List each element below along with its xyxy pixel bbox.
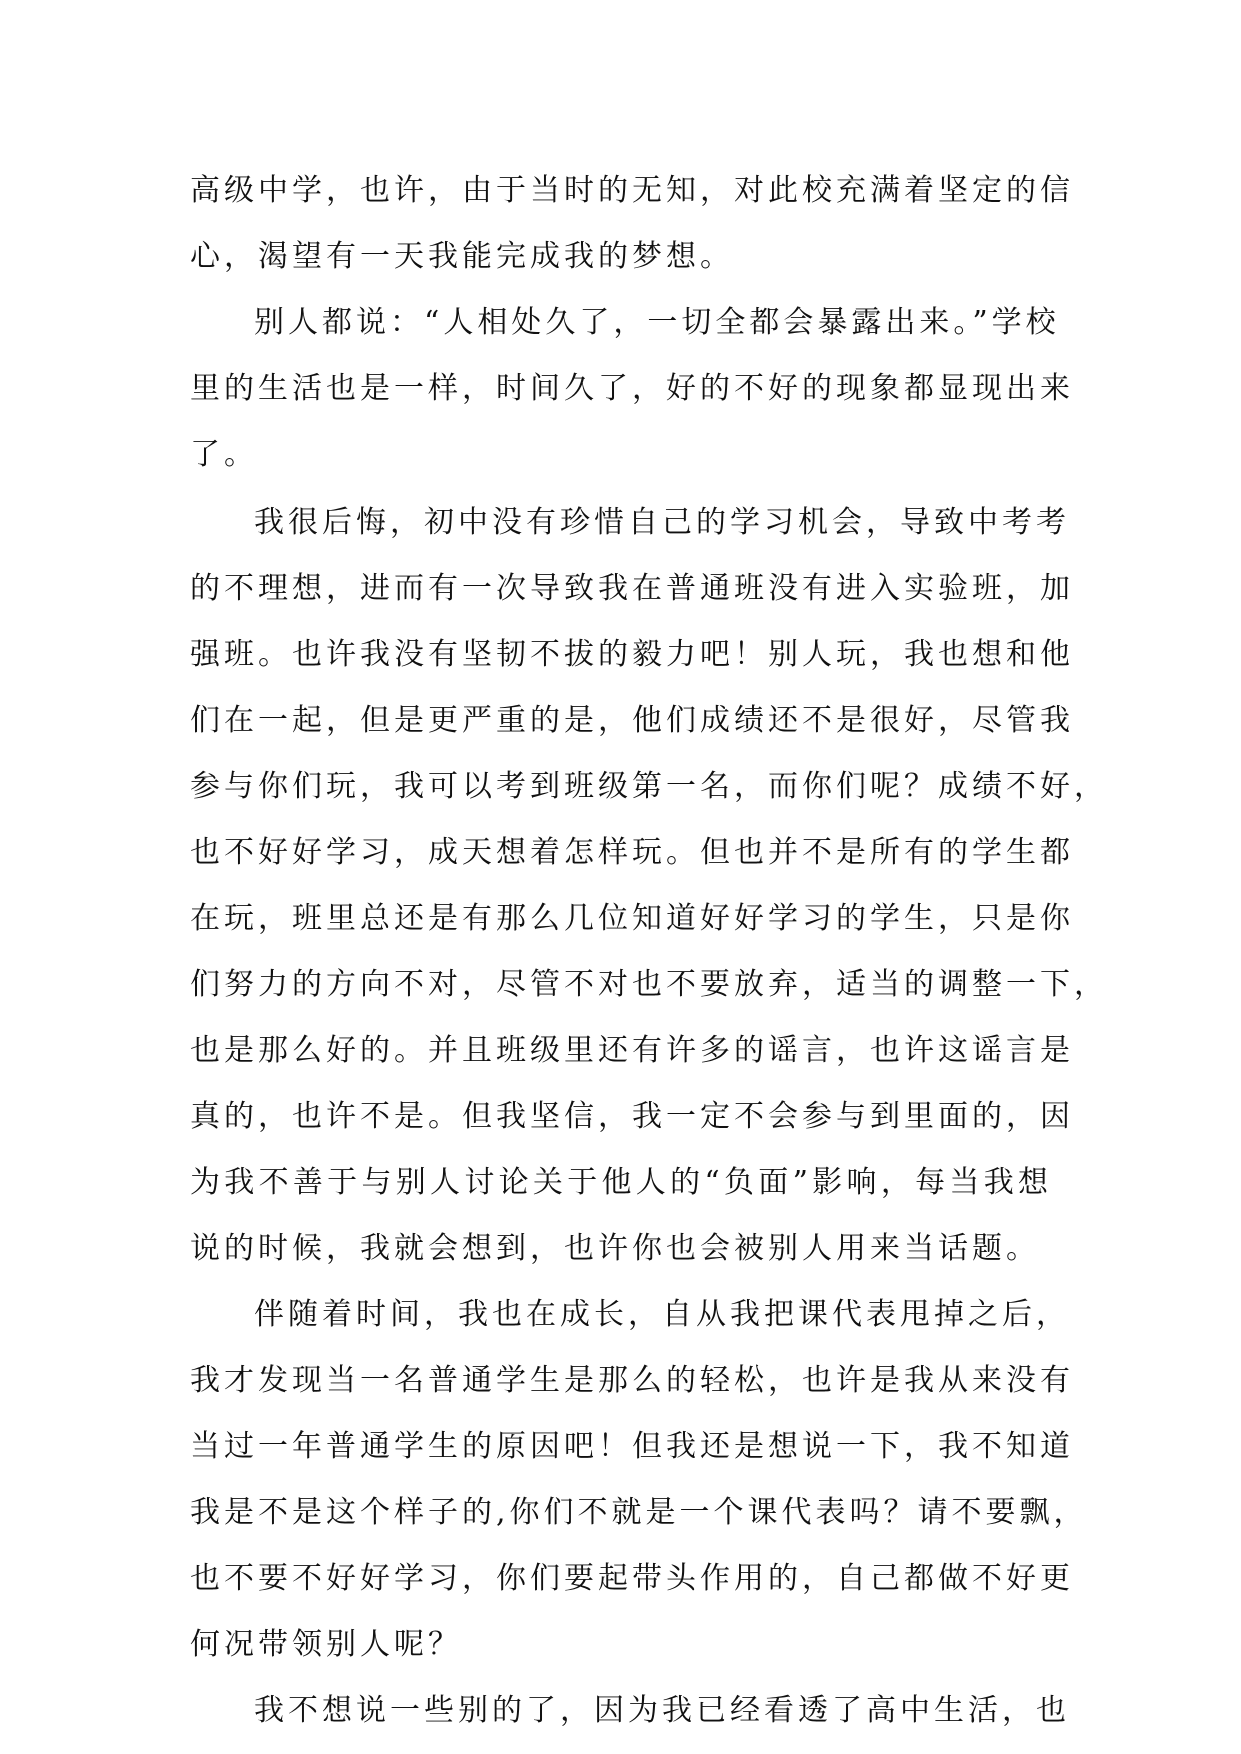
text-line: 为我不善于与别人讨论关于他人的“负面”影响，每当我想 <box>190 1165 1052 1200</box>
text-line: 说的时候，我就会想到，也许你也会被别人用来当话题。 <box>190 1231 1040 1266</box>
text-line: 真的，也许不是。但我坚信，我一定不会参与到里面的，因 <box>190 1099 1074 1134</box>
text-line: 我才发现当一名普通学生是那么的轻松，也许是我从来没有 <box>190 1363 1074 1398</box>
document-page <box>190 158 1108 1744</box>
text-line: 伴随着时间，我也在成长，自从我把课代表甩掉之后， <box>254 1297 1070 1332</box>
text-line: 也是那么好的。并且班级里还有许多的谣言，也许这谣言是 <box>190 1033 1074 1068</box>
paragraph-5 <box>190 1678 1070 1744</box>
text-line: 强班。也许我没有坚韧不拔的毅力吧！别人玩，我也想和他 <box>190 637 1074 672</box>
text-line: 心，渴望有一天我能完成我的梦想。 <box>190 239 734 274</box>
text-line: 也不要不好好学习，你们要起带头作用的，自己都做不好更 <box>190 1561 1074 1596</box>
text-line: 当过一年普通学生的原因吧！但我还是想说一下，我不知道 <box>190 1429 1074 1464</box>
text-line: 高级中学，也许，由于当时的无知，对此校充满着坚定的信 <box>190 173 1074 208</box>
text-line: 也不好好学习，成天想着怎样玩。但也并不是所有的学生都 <box>190 835 1074 870</box>
text-line: 我是不是这个样子的,你们不就是一个课代表吗？请不要飘， <box>190 1495 1088 1530</box>
paragraph-2 <box>190 290 1074 488</box>
paragraph-4 <box>190 1282 1088 1678</box>
text-line: 的不理想，进而有一次导致我在普通班没有进入实验班，加 <box>190 571 1074 606</box>
paragraph-3 <box>190 490 1108 1282</box>
text-line: 参与你们玩，我可以考到班级第一名，而你们呢？成绩不好， <box>190 769 1108 804</box>
text-line: 在玩，班里总还是有那么几位知道好好学习的学生，只是你 <box>190 901 1074 936</box>
text-line: 别人都说：“人相处久了，一切全都会暴露出来。”学校 <box>254 305 1060 340</box>
paragraph-1 <box>190 158 1074 290</box>
text-line: 我很后悔，初中没有珍惜自己的学习机会，导致中考考 <box>254 505 1070 540</box>
text-line: 了。 <box>190 437 258 472</box>
text-line: 我不想说一些别的了，因为我已经看透了高中生活，也 <box>254 1693 1070 1728</box>
text-line: 里的生活也是一样，时间久了，好的不好的现象都显现出来 <box>190 371 1074 406</box>
text-line: 们在一起，但是更严重的是，他们成绩还不是很好，尽管我 <box>190 703 1074 738</box>
text-line: 们努力的方向不对，尽管不对也不要放弃，适当的调整一下， <box>190 967 1108 1002</box>
text-line: 何况带领别人呢？ <box>190 1627 462 1662</box>
